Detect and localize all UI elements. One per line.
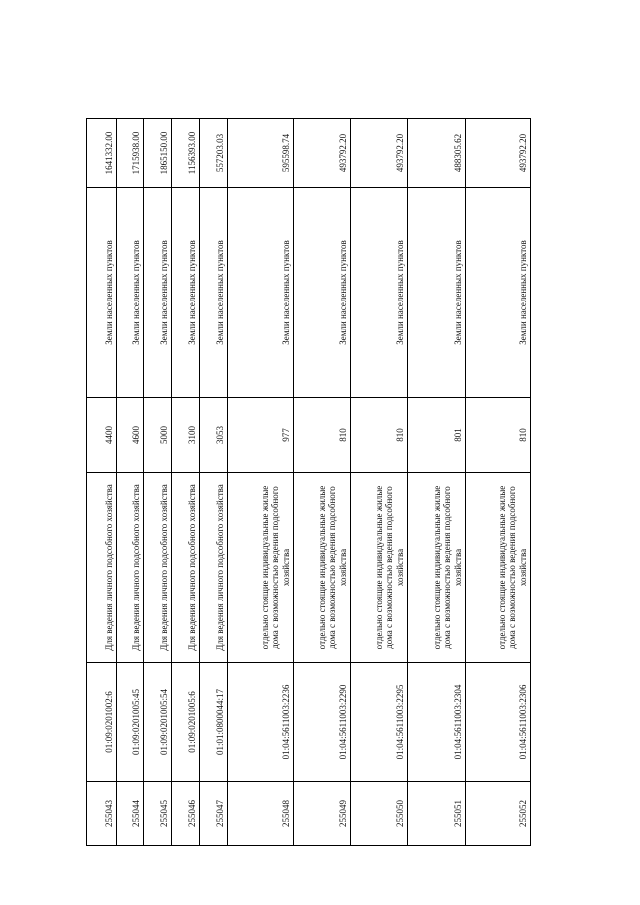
cell-land-category: Земли населенных пунктов xyxy=(351,188,408,398)
table-body xyxy=(87,119,531,846)
cell-permitted-use: Для ведения личного подсобного хозяйства xyxy=(144,473,172,663)
cell-record-id: 255045 xyxy=(144,782,172,846)
cell-cadastral-number: 01:09:0201005:45 xyxy=(117,663,144,782)
cell-area: 977 xyxy=(228,398,294,473)
cell-cadastral-number: 01:04:5611003:2236 xyxy=(228,663,294,782)
cell-cadastral-number: 01:09:0201002:6 xyxy=(87,663,117,782)
cell-record-id: 255043 xyxy=(87,782,117,846)
cell-area: 801 xyxy=(408,398,466,473)
table-row xyxy=(200,119,228,846)
cell-cadastral-value: 595598.74 xyxy=(228,119,294,188)
cell-land-category: Земли населенных пунктов xyxy=(466,188,531,398)
cell-cadastral-number: 01:04:5611003:2306 xyxy=(466,663,531,782)
cell-cadastral-value: 488305.62 xyxy=(408,119,466,188)
cell-permitted-use: Для ведения личного подсобного хозяйства xyxy=(200,473,228,663)
cell-cadastral-value: 1715938.00 xyxy=(117,119,144,188)
cell-permitted-use: отдельно стоящие индивидуальные жилые дома с возможностью ведения подсобного хозяйства xyxy=(228,473,294,663)
cell-cadastral-value: 557203.03 xyxy=(200,119,228,188)
cell-permitted-use: отдельно стоящие индивидуальные жилые дома с возможностью ведения подсобного хозяйства xyxy=(294,473,351,663)
cell-area: 3100 xyxy=(172,398,200,473)
cell-area: 5000 xyxy=(144,398,172,473)
cell-area: 810 xyxy=(466,398,531,473)
table-row xyxy=(228,119,294,846)
cell-record-id: 255049 xyxy=(294,782,351,846)
cell-permitted-use: Для ведения личного подсобного хозяйства xyxy=(87,473,117,663)
cell-land-category: Земли населенных пунктов xyxy=(172,188,200,398)
cell-land-category: Земли населенных пунктов xyxy=(144,188,172,398)
cell-permitted-use: отдельно стоящие индивидуальные жилые дома с возможностью ведения подсобного хозяйства xyxy=(351,473,408,663)
cell-cadastral-number: 01:04:5611003:2295 xyxy=(351,663,408,782)
cell-area: 810 xyxy=(294,398,351,473)
cell-cadastral-value: 493792.20 xyxy=(294,119,351,188)
cell-land-category: Земли населенных пунктов xyxy=(117,188,144,398)
land-registry-table xyxy=(86,118,531,846)
table-row xyxy=(294,119,351,846)
cell-record-id: 255050 xyxy=(351,782,408,846)
cell-record-id: 255048 xyxy=(228,782,294,846)
table-row xyxy=(172,119,200,846)
rotated-table-wrapper xyxy=(86,118,530,846)
cell-cadastral-number: 01:09:0201005:54 xyxy=(144,663,172,782)
cell-cadastral-value: 493792.20 xyxy=(351,119,408,188)
cell-area: 4400 xyxy=(87,398,117,473)
cell-land-category: Земли населенных пунктов xyxy=(294,188,351,398)
cell-land-category: Земли населенных пунктов xyxy=(87,188,117,398)
table-row xyxy=(466,119,531,846)
cell-permitted-use: отдельно стоящие индивидуальные жилые дома с возможностью ведения подсобного хозяйства xyxy=(466,473,531,663)
cell-land-category: Земли населенных пунктов xyxy=(408,188,466,398)
table-row xyxy=(87,119,117,846)
table-row xyxy=(408,119,466,846)
cell-cadastral-number: 01:09:0201005:6 xyxy=(172,663,200,782)
cell-cadastral-value: 1641332.00 xyxy=(87,119,117,188)
cell-permitted-use: Для ведения личного подсобного хозяйства xyxy=(117,473,144,663)
cell-record-id: 255046 xyxy=(172,782,200,846)
table-row xyxy=(117,119,144,846)
cell-area: 810 xyxy=(351,398,408,473)
cell-area: 4600 xyxy=(117,398,144,473)
cell-cadastral-value: 493792.20 xyxy=(466,119,531,188)
cell-cadastral-number: 01:04:5611003:2304 xyxy=(408,663,466,782)
table-row xyxy=(144,119,172,846)
cell-record-id: 255047 xyxy=(200,782,228,846)
cell-record-id: 255044 xyxy=(117,782,144,846)
cell-cadastral-value: 1865150.00 xyxy=(144,119,172,188)
cell-record-id: 255052 xyxy=(466,782,531,846)
cell-permitted-use: Для ведения личного подсобного хозяйства xyxy=(172,473,200,663)
cell-land-category: Земли населенных пунктов xyxy=(200,188,228,398)
table-row xyxy=(351,119,408,846)
cell-land-category: Земли населенных пунктов xyxy=(228,188,294,398)
document-page xyxy=(86,118,530,846)
cell-cadastral-number: 01:04:5611003:2290 xyxy=(294,663,351,782)
cell-cadastral-value: 1156393.00 xyxy=(172,119,200,188)
cell-record-id: 255051 xyxy=(408,782,466,846)
cell-permitted-use: отдельно стоящие индивидуальные жилые дома с возможностью ведения подсобного хозяйства xyxy=(408,473,466,663)
cell-area: 3053 xyxy=(200,398,228,473)
cell-cadastral-number: 01:01:0800044:17 xyxy=(200,663,228,782)
